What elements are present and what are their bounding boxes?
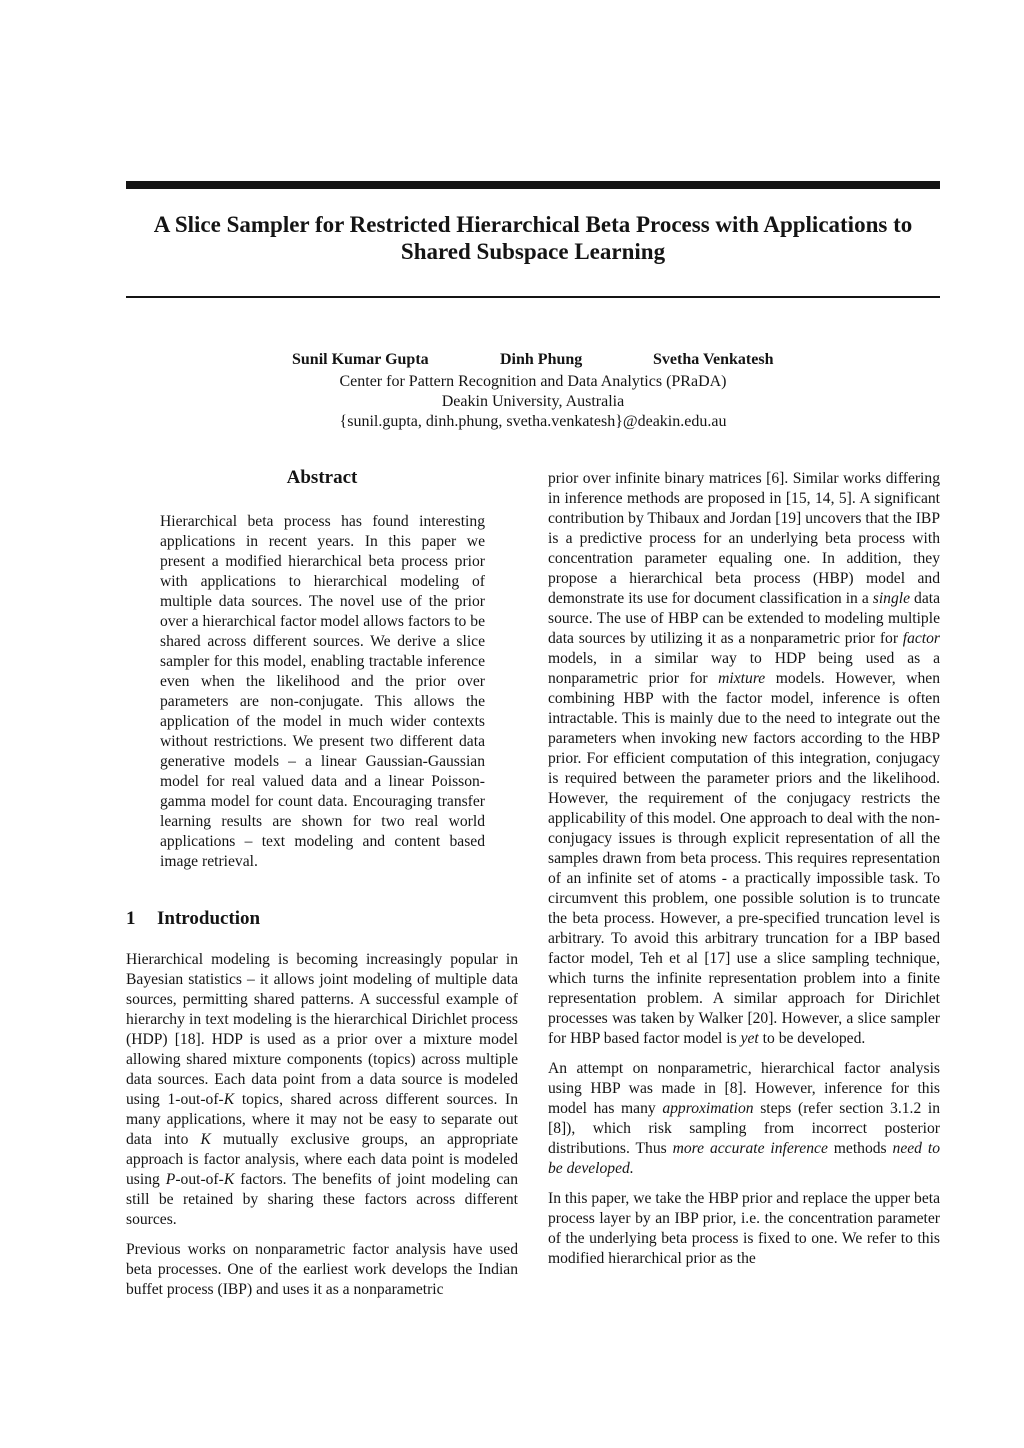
author-name: Sunil Kumar Gupta (292, 351, 429, 368)
right-column-body (548, 469, 940, 1269)
paper-title: A Slice Sampler for Restricted Hierarchical Beta Process with Applications to Shared Subspace Learning (153, 212, 913, 264)
section-title: Introduction (157, 908, 261, 929)
intro-paragraph-2-start: Previous works on nonparametric factor analysis have used beta processes. One of the earliest work develops the Indian buffet process (IBP) and uses it as a nonparametric (126, 1241, 518, 1298)
section-heading (126, 907, 260, 931)
author-name: Svetha Venkatesh (653, 351, 774, 368)
author-emails: {sunil.gupta, dinh.phung, svetha.venkatesh}@deakin.edu.au (339, 413, 727, 430)
intro-paragraph-2-continued: prior over infinite binary matrices [6]. Similar works differing in inference methods are proposed in [15, 14, 5]. A significant contribution by Thibaux and Jordan [19] uncovers that the IBP is a predictive process for an underlying beta process with concentration parameter equaling one. In addition, they propose a hierarchical beta process (HBP) model and demonstrate its use for document classification in a single data source. The use of HBP can be extended to modeling multiple data sources by utilizing it as a nonparametric prior for factor models, in a similar way to HDP being used as a nonparametric prior for mixture models. However, when combining HBP with the factor model, inference is often intractable. This is mainly due to the need to integrate out the parameters when invoking new factors according to the HBP prior. For efficient computation of this integration, conjugacy is required between the parameter priors and the likelihood. However, the requirement of the conjugacy restricts the applicability of this model. One approach to deal with the non-conjugacy issues is through explicit representation of all the samples drawn from beta process. This requires representation of an infinite set of atoms - a practically impossible task. To circumvent this problem, one possible solution is to truncate the beta process. However, a pre-specified truncation level is arbitrary. To avoid this arbitrary truncation for a IBP based factor model, Teh et al [17] use a slice sampling technique, which turns the infinite representation problem into a finite representation problem. A similar approach for Dirichlet processes was taken by Walker [20]. However, a slice sampler for HBP based factor model is yet to be developed. (548, 470, 940, 1047)
abstract-text: Hierarchical beta process has found interesting applications in recent years. In this paper we present a modified hierarchical beta process prior with applications to hierarchical modeling of multiple data sources. The novel use of the prior over a hierarchical factor model allows factors to be shared across different sources. We derive a slice sampler for this model, enabling tractable inference even when the likelihood and the prior over parameters are non-conjugate. This allows the application of the model in much wider contexts without restrictions. We present two different data generative models – a linear Gaussian-Gaussian model for real valued data and a linear Poisson-gamma model for count data. Encouraging transfer learning results are shown for two real world applications – text modeling and content based image retrieval. (160, 513, 485, 870)
author-name: Dinh Phung (500, 351, 583, 368)
title-rule-top (126, 181, 940, 189)
affiliation: Center for Pattern Recognition and Data Analytics (PRaDA) (339, 373, 727, 390)
title-rule-bottom (126, 296, 940, 298)
intro-paragraph-1: Hierarchical modeling is becoming increasingly popular in Bayesian statistics – it allows joint modeling of multiple data sources, permitting shared patterns. A successful example of hierarchy in text modeling is the hierarchical Dirichlet process (HDP) [18]. HDP is used as a prior over a mixture model allowing shared mixture components (topics) across multiple data sources. Each data point from a data source is modeled using 1-out-of-K topics, shared across different sources. In many applications, where it may not be easy to separate out data into K mutually exclusive groups, an appropriate approach is factor analysis, where each data point is modeled using P-out-of-K factors. The benefits of joint modeling can still be retained by sharing these factors across different sources. (126, 951, 519, 1228)
author-list (126, 350, 940, 372)
abstract-body (160, 512, 485, 872)
left-column-body (126, 950, 518, 1300)
university: Deakin University, Australia (441, 393, 625, 410)
intro-paragraph-3: An attempt on nonparametric, hierarchical factor analysis using HBP was made in [8]. However, inference for this model has many approximation steps (refer section 3.1.2 in [8]), which risk sampling from incorrect posterior distributions. Thus more accurate inference methods need to be developed. (548, 1060, 941, 1177)
intro-paragraph-4: In this paper, we take the HBP prior and replace the upper beta process layer by an IBP prior, i.e. the concentration parameter of the underlying beta process is fixed to one. We refer to this modified hierarchical prior as the (548, 1190, 940, 1267)
section-number: 1 (126, 908, 136, 929)
abstract-heading: Abstract (286, 467, 358, 488)
